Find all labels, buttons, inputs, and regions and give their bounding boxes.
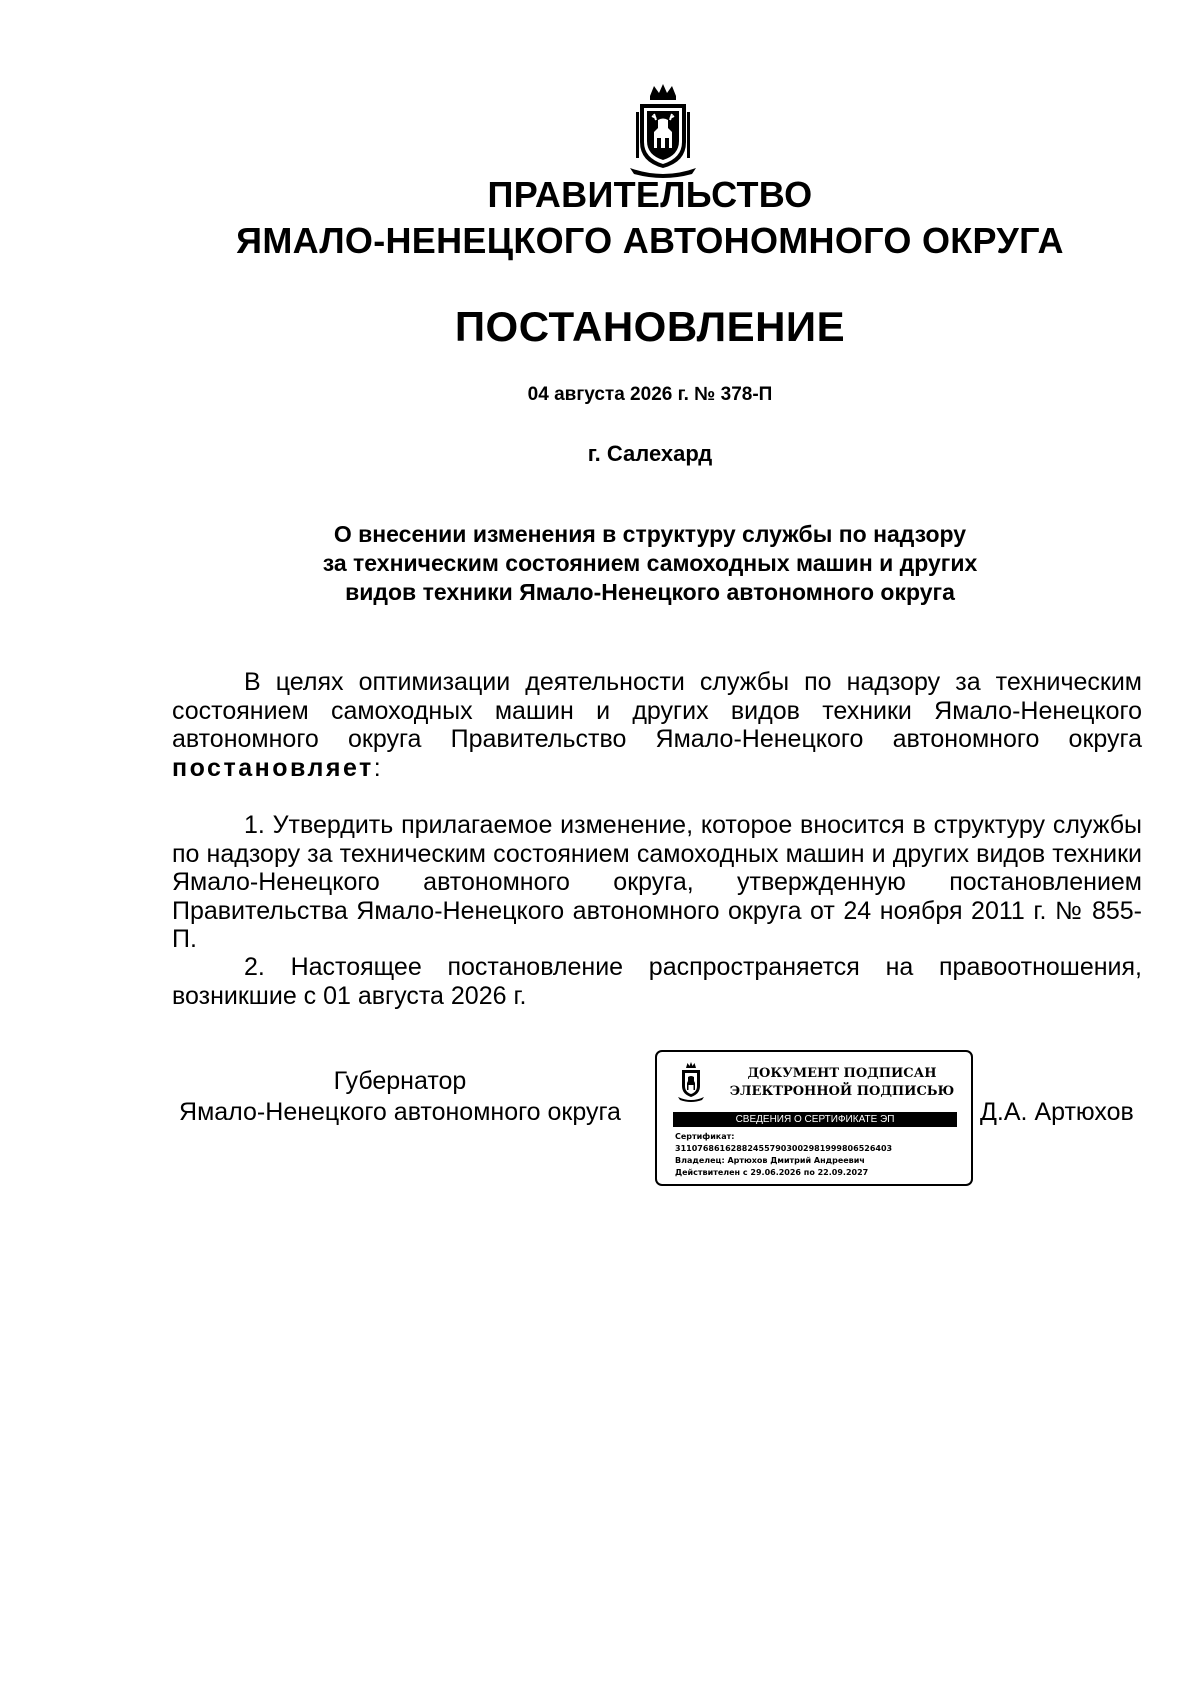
city: г. Салехард xyxy=(587,441,713,466)
preamble-decree-word: постановляет xyxy=(172,753,374,782)
stamp-certificate-details xyxy=(675,1131,965,1179)
document-type: ПОСТАНОВЛЕНИЕ xyxy=(454,303,846,350)
government-title xyxy=(150,172,1150,264)
date-and-number: 04 августа 2026 г. № 378-П xyxy=(527,384,773,405)
stamp-heading xyxy=(717,1065,967,1101)
electronic-signature-stamp xyxy=(655,1050,973,1186)
document-subject xyxy=(230,520,1070,607)
stamp-heading-line2: ЭЛЕКТРОННОЙ ПОДПИСЬЮ xyxy=(729,1084,955,1099)
preamble-text: В целях оптимизации деятельности службы по надзору за техническим состоянием самоходных машин и других видов техники Ямало-Ненецкого автономного округа Правительство Ямало-Ненецкого автономного округа xyxy=(172,668,1142,753)
coat-of-arms-icon xyxy=(626,82,700,180)
government-title-line2: ЯМАЛО-НЕНЕЦКОГО АВТОНОМНОГО ОКРУГА xyxy=(236,220,1064,261)
item-1-paragraph xyxy=(172,811,1142,954)
item-2-text: 2. Настоящее постановление распространяется на правоотношения, возникшие с 01 августа 2026 г. xyxy=(172,953,1142,1010)
item-1-text: 1. Утвердить прилагаемое изменение, которое вносится в структуру службы по надзору за техническим состоянием самоходных машин и других видов техники Ямало-Ненецкого автономного округа, утвержденную постановлением Правительства Ямало-Ненецкого автономного округа от 24 ноября 2011 г. № 855-П. xyxy=(172,811,1142,953)
signatory-position-line1: Губернатор xyxy=(333,1067,467,1095)
signatory-position-line2: Ямало-Ненецкого автономного округа xyxy=(179,1098,621,1126)
stamp-cert-label: Сертификат: xyxy=(675,1132,735,1141)
subject-line2: за техническим состоянием самоходных машин и других xyxy=(322,550,978,576)
stamp-cert-number: 311076861628824557903002981999806526403 xyxy=(675,1144,893,1153)
subject-line3: видов техники Ямало-Ненецкого автономного округа xyxy=(345,579,955,605)
signatory-position xyxy=(160,1066,640,1128)
coat-of-arms-icon xyxy=(677,1062,705,1102)
subject-line1: О внесении изменения в структуру службы по надзору xyxy=(333,521,967,547)
stamp-certificate-bar: СВЕДЕНИЯ О СЕРТИФИКАТЕ ЭП xyxy=(673,1112,957,1127)
stamp-owner: Владелец: Артюхов Дмитрий Андреевич xyxy=(675,1156,865,1165)
preamble-paragraph xyxy=(172,668,1142,782)
government-title-line1: ПРАВИТЕЛЬСТВО xyxy=(487,174,813,215)
item-2-paragraph xyxy=(172,953,1142,1010)
stamp-heading-line1: ДОКУМЕНТ ПОДПИСАН xyxy=(747,1066,937,1081)
preamble-end: : xyxy=(373,753,381,782)
stamp-validity: Действителен с 29.06.2026 по 22.09.2027 xyxy=(675,1168,869,1177)
signatory-name: Д.А. Артюхов xyxy=(980,1098,1134,1126)
